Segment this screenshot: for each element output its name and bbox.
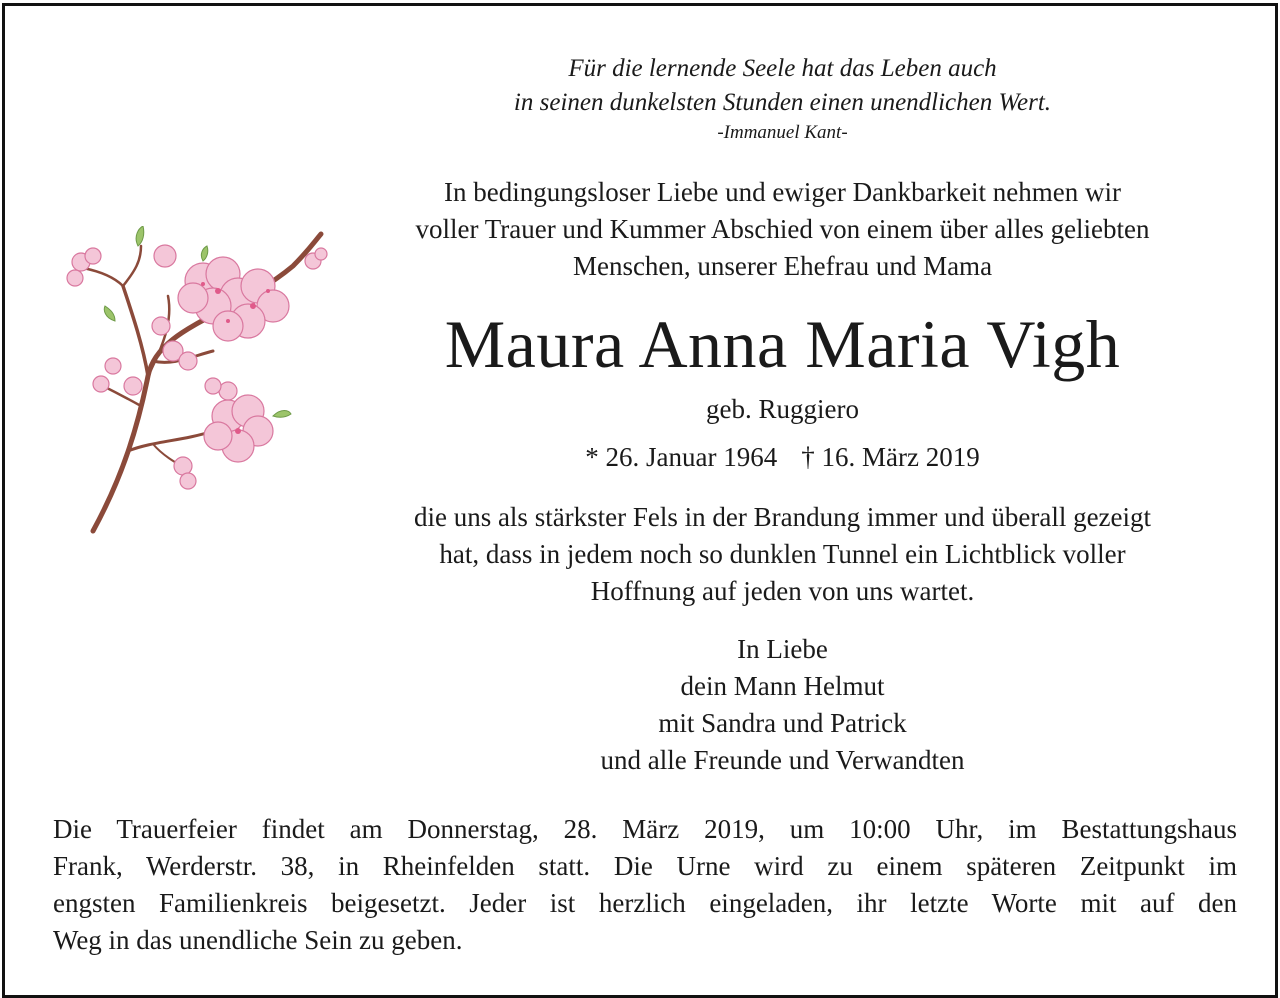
tribute-line: Hoffnung auf jeden von uns wartet. [590, 576, 975, 606]
quote-line: in seinen dunkelsten Stunden einen unendlichen Wert. [513, 89, 1052, 116]
birth-date: * 26. Januar 1964 [585, 442, 778, 472]
cherry-blossom-branch-icon [53, 226, 343, 546]
intro-line: Menschen, unserer Ehefrau und Mama [572, 251, 993, 281]
death-date: † 16. März 2019 [801, 442, 980, 472]
signoff-block [335, 631, 1230, 779]
funeral-notice [53, 811, 1237, 959]
notice-line: Die Trauerfeier findet am Donnerstag, 28. März 2019, um 10:00 Uhr, im Bestattungshaus [53, 814, 1237, 844]
signoff-line: mit Sandra und Patrick [658, 708, 907, 738]
notice-line: Weg in das unendliche Sein zu geben. [53, 925, 463, 955]
notice-line: Frank, Werderstr. 38, in Rheinfelden statt. Die Urne wird zu einem späteren Zeitpunkt im [53, 851, 1237, 881]
quote-author: -Immanuel Kant- [717, 122, 848, 143]
intro-line: voller Trauer und Kummer Abschied von einem über alles geliebten [415, 214, 1150, 244]
signoff-line: In Liebe [737, 634, 828, 664]
signoff-line: und alle Freunde und Verwandten [600, 745, 965, 775]
tribute-text [335, 499, 1230, 610]
notice-line: engsten Familienkreis beigesetzt. Jeder ist herzlich eingeladen, ihr letzte Worte mit auf den [53, 888, 1237, 918]
intro-line: In bedingungsloser Liebe und ewiger Dankbarkeit nehmen wir [443, 177, 1122, 207]
signoff-line: dein Mann Helmut [680, 671, 885, 701]
epigraph-quote [335, 52, 1230, 146]
maiden-name: geb. Ruggiero [706, 394, 859, 424]
life-dates [335, 439, 1230, 475]
tribute-line: die uns als stärkster Fels in der Brandung immer und überall gezeigt [413, 502, 1152, 532]
quote-line: Für die lernende Seele hat das Leben auch [568, 55, 997, 82]
intro-text [335, 174, 1230, 285]
tribute-line: hat, dass in jedem noch so dunklen Tunnel ein Lichtblick voller [439, 539, 1126, 569]
deceased-name: Maura Anna Maria Vigh [444, 306, 1121, 382]
obituary-notice [2, 3, 1278, 998]
